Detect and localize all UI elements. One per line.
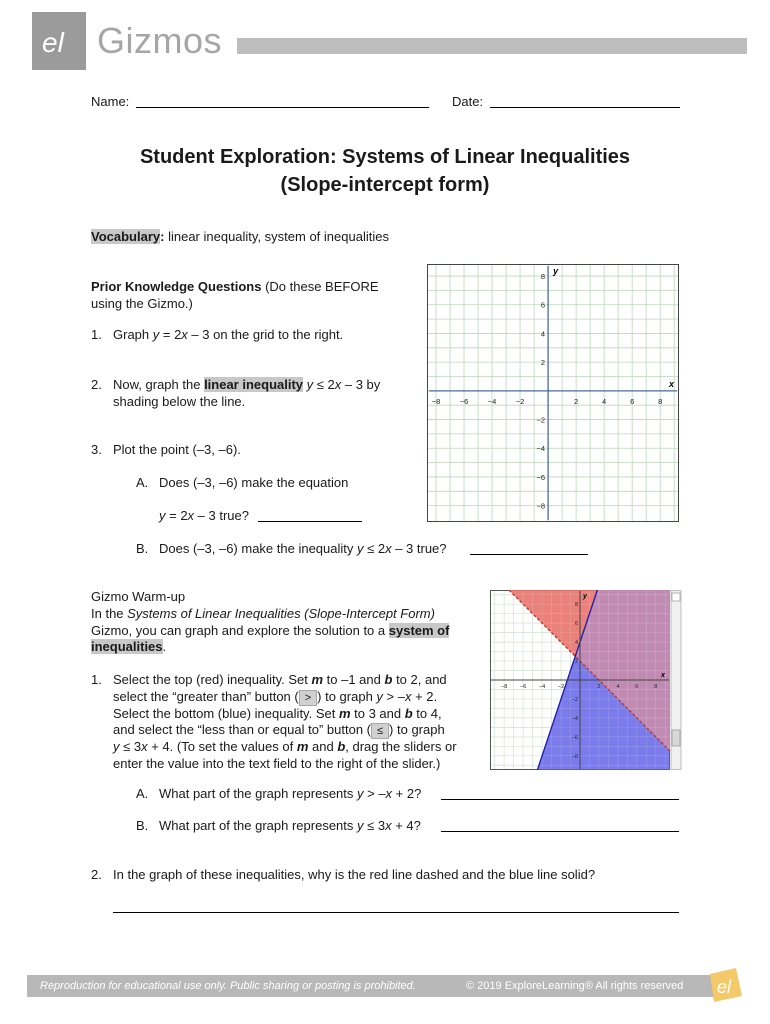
y-tick-label: −8 bbox=[571, 753, 578, 760]
y-axis-label: y bbox=[583, 593, 587, 600]
date-label: Date: bbox=[452, 94, 484, 109]
gizmo-graph[interactable] bbox=[490, 590, 682, 770]
footer-disclaimer: Reproduction for educational use only. Public sharing or posting is prohibited. bbox=[40, 980, 416, 992]
prior-heading-note-2: using the Gizmo.) bbox=[91, 295, 193, 311]
answer-line-q2[interactable] bbox=[113, 912, 679, 913]
warmup-s1-number: 1. bbox=[91, 672, 102, 687]
logo-glyph: el bbox=[42, 27, 64, 58]
x-tick-label: 8 bbox=[658, 396, 663, 406]
grid-frame bbox=[428, 265, 679, 522]
y-tick-label: 4 bbox=[574, 640, 578, 647]
x-tick-label: 4 bbox=[602, 396, 607, 406]
date-field[interactable] bbox=[490, 107, 680, 108]
prior-knowledge-heading bbox=[91, 279, 421, 312]
x-tick-label: −2 bbox=[515, 396, 525, 406]
x-axis-label: x bbox=[661, 672, 665, 679]
name-field[interactable] bbox=[136, 107, 429, 108]
vocabulary-text: linear inequality, system of inequalities bbox=[164, 229, 389, 244]
y-tick-label: −4 bbox=[571, 715, 578, 722]
y-tick-label: 6 bbox=[574, 621, 578, 628]
svg-text:el: el bbox=[717, 977, 732, 997]
answer-line-q3a[interactable] bbox=[258, 521, 362, 522]
warmup-q2-number: 2. bbox=[91, 867, 102, 882]
term-system-of: system of bbox=[388, 622, 450, 638]
y-tick-label: 2 bbox=[574, 659, 578, 666]
answer-line-q3b[interactable] bbox=[470, 554, 588, 555]
x-tick-label: 6 bbox=[630, 396, 635, 406]
term-linear-inequality: linear inequality bbox=[204, 377, 304, 392]
x-tick-label: −4 bbox=[538, 684, 546, 690]
prior-heading-bold: Prior Knowledge Questions bbox=[91, 279, 262, 294]
x-tick-label: 2 bbox=[597, 684, 601, 690]
term-inequalities: inequalities bbox=[91, 639, 163, 654]
vocabulary-colon: : bbox=[160, 229, 165, 244]
warmup-sa-letter: A. bbox=[136, 786, 149, 801]
camera-icon bbox=[672, 593, 680, 601]
y-tick-label: 4 bbox=[540, 329, 546, 339]
x-tick-label: 8 bbox=[654, 684, 658, 690]
x-axis-label: x bbox=[669, 378, 675, 389]
x-tick-label: −8 bbox=[501, 684, 508, 690]
explorelearning-logo bbox=[32, 12, 86, 70]
y-tick-label: 2 bbox=[540, 358, 546, 368]
y-tick-label: 6 bbox=[540, 300, 546, 310]
y-tick-label: −6 bbox=[571, 734, 578, 741]
x-tick-label: −8 bbox=[431, 396, 441, 406]
x-tick-label: −4 bbox=[487, 396, 497, 406]
prior-q3a-letter: A. bbox=[136, 475, 149, 490]
y-tick-label: −6 bbox=[536, 472, 546, 482]
zoom-slider-handle bbox=[672, 730, 680, 746]
warmup-s1-text: Select the top (red) inequality. Set m to –1 and b to 2, and select the “greater than” button ( > ) to graph y > –x + 2. Select the bottom (blue) inequality. Set m to 3 and b to 4, and select the “less than or equal to” button ( ≤ ) to graph y ≤ 3x + 4. (To set the values of m and b, drag the sliders or enter the value into the text field to the right of the slider.) bbox=[113, 672, 457, 771]
header-bar bbox=[237, 38, 747, 54]
explorelearning-footer-logo bbox=[706, 966, 744, 1004]
prior-q3b-text: Does (–3, –6) make the inequality y ≤ 2x – 3 true? bbox=[159, 541, 447, 556]
warmup-intro: In the Systems of Linear Inequalities (Slope-Intercept Form) Gizmo, you can graph and explore the solution to a system of inequalities. bbox=[91, 606, 450, 654]
greater-than-button: > bbox=[299, 690, 317, 706]
vocabulary-label: Vocabulary bbox=[91, 229, 161, 244]
y-tick-label: −8 bbox=[536, 501, 546, 511]
x-tick-label: −2 bbox=[557, 684, 565, 690]
warmup-sb-text: What part of the graph represents y ≤ 3x + 4? bbox=[159, 818, 421, 833]
y-tick-label: 8 bbox=[540, 272, 546, 282]
answer-line-sa[interactable] bbox=[441, 799, 679, 800]
y-tick-label: −2 bbox=[571, 696, 578, 703]
prior-q3a-text: Does (–3, –6) make the equation bbox=[159, 475, 349, 490]
warmup-sb-letter: B. bbox=[136, 818, 149, 833]
prior-q3-text: Plot the point (–3, –6). bbox=[113, 442, 241, 457]
x-tick-label: 6 bbox=[635, 684, 639, 690]
coordinate-grid-1[interactable] bbox=[427, 264, 679, 522]
warmup-heading: Gizmo Warm-up bbox=[91, 589, 186, 604]
prior-heading-note: (Do these BEFORE bbox=[261, 279, 379, 294]
warmup-q2-text: In the graph of these inequalities, why is the red line dashed and the blue line solid? bbox=[113, 867, 596, 882]
prior-q3a-equation: y = 2x – 3 true? bbox=[159, 508, 249, 523]
x-tick-label: 2 bbox=[574, 396, 579, 406]
prior-q1-text: Graph y = 2x – 3 on the grid to the right. bbox=[113, 327, 344, 342]
vocabulary bbox=[91, 229, 551, 246]
brand-name: Gizmos bbox=[97, 20, 223, 61]
name-label: Name: bbox=[91, 94, 130, 109]
y-tick-label: 8 bbox=[574, 602, 578, 609]
y-axis-label: y bbox=[553, 266, 559, 276]
y-tick-label: −4 bbox=[536, 444, 546, 454]
prior-q2-text: Now, graph the linear inequality y ≤ 2x – 3 by shading below the line. bbox=[113, 377, 381, 409]
x-tick-label: −6 bbox=[459, 396, 469, 406]
y-tick-label: −2 bbox=[536, 415, 546, 425]
prior-q1-number: 1. bbox=[91, 327, 102, 342]
warmup-sa-text: What part of the graph represents y > –x + 2? bbox=[159, 786, 422, 801]
x-tick-label: 4 bbox=[616, 684, 620, 690]
prior-q3-number: 3. bbox=[91, 442, 102, 457]
footer-copyright: © 2019 ExploreLearning® All rights reserved bbox=[466, 980, 684, 992]
prior-q3b-letter: B. bbox=[136, 541, 149, 556]
answer-line-sb[interactable] bbox=[441, 831, 679, 832]
less-equal-button: ≤ bbox=[371, 723, 389, 739]
page-subtitle: (Slope-intercept form) bbox=[280, 174, 490, 196]
prior-q2-number: 2. bbox=[91, 377, 102, 392]
x-tick-label: −6 bbox=[520, 684, 527, 690]
page-title: Student Exploration: Systems of Linear Inequalities bbox=[139, 146, 631, 168]
